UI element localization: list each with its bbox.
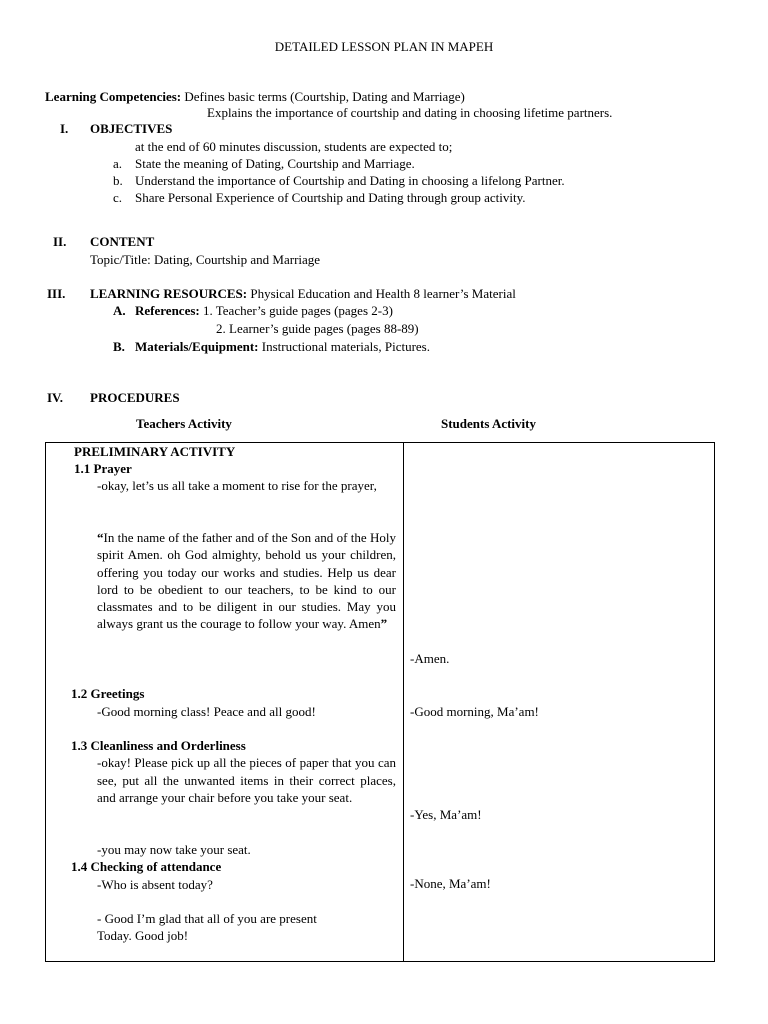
attendance-teacher3: Today. Good job!: [97, 928, 189, 943]
resources-line: [90, 285, 516, 302]
activity-table: [45, 442, 715, 962]
objective-text-c: Share Personal Experience of Courtship and Dating through group activity.: [135, 190, 526, 205]
references-letter: A.: [113, 303, 126, 318]
attendance-teacher: -Who is absent today?: [97, 877, 213, 892]
objective-text-a: State the meaning of Dating, Courtship and Marriage.: [135, 156, 415, 171]
prayer-intro: -okay, let’s us all take a moment to rise for the prayer,: [97, 478, 377, 493]
cleanliness-teacher2: -you may now take your seat.: [97, 842, 251, 857]
reference-2: 2. Learner’s guide pages (pages 88-89): [216, 321, 419, 336]
objective-text-b: Understand the importance of Courtship and Dating in choosing a lifelong Partner.: [135, 173, 565, 188]
prayer-quote-open: “: [97, 530, 104, 545]
materials-line: [135, 338, 430, 355]
content-topic: Topic/Title: Dating, Courtship and Marriage: [90, 252, 321, 267]
cleanliness-heading: 1.3 Cleanliness and Orderliness: [71, 738, 246, 753]
materials-text: Instructional materials, Pictures.: [258, 339, 430, 354]
objectives-heading: OBJECTIVES: [90, 121, 173, 136]
cleanliness-teacher: -okay! Please pick up all the pieces of paper that you can see, put all the unwanted items in their correct places, and arrange your chair before you take your seat.: [97, 755, 396, 805]
prayer-heading: 1.1 Prayer: [74, 461, 132, 476]
teachers-activity-header: Teachers Activity: [136, 416, 232, 431]
content-heading: CONTENT: [90, 234, 155, 249]
cleanliness-response: -Yes, Ma’am!: [410, 807, 482, 822]
prayer-quote-close: ”: [380, 616, 388, 632]
competencies-line1: [45, 88, 465, 105]
attendance-heading: 1.4 Checking of attendance: [71, 859, 222, 874]
objective-letter-b: b.: [113, 173, 123, 188]
materials-label: Materials/Equipment:: [135, 339, 259, 354]
references-line: [135, 302, 393, 319]
prayer-response: -Amen.: [410, 651, 450, 666]
content-numeral: II.: [53, 234, 67, 249]
competencies-label: Learning Competencies:: [45, 89, 182, 104]
objectives-numeral: I.: [60, 121, 69, 136]
greetings-heading: 1.2 Greetings: [71, 686, 145, 701]
objectives-intro: at the end of 60 minutes discussion, students are expected to;: [135, 139, 453, 154]
materials-letter: B.: [113, 339, 125, 354]
objective-letter-c: c.: [113, 190, 123, 205]
procedures-heading: PROCEDURES: [90, 390, 180, 405]
greetings-teacher: -Good morning class! Peace and all good!: [97, 704, 316, 719]
procedures-numeral: IV.: [47, 390, 64, 405]
prayer-text: [97, 529, 396, 633]
teachers-activity-cell: [46, 443, 403, 961]
preliminary-heading: PRELIMINARY ACTIVITY: [74, 444, 236, 459]
resources-heading: LEARNING RESOURCES:: [90, 286, 248, 301]
resources-material: Physical Education and Health 8 learner’s Material: [247, 286, 516, 301]
students-activity-cell: [404, 443, 714, 961]
reference-1: 1. Teacher’s guide pages (pages 2-3): [199, 303, 393, 318]
competencies-text2: Explains the importance of courtship and dating in choosing lifetime partners.: [207, 105, 613, 120]
attendance-teacher2: - Good I’m glad that all of you are present: [97, 911, 317, 926]
attendance-response: -None, Ma’am!: [410, 876, 491, 891]
students-activity-header: Students Activity: [441, 416, 536, 431]
document-title: DETAILED LESSON PLAN IN MAPEH: [274, 39, 494, 54]
resources-numeral: III.: [47, 286, 66, 301]
objective-letter-a: a.: [113, 156, 123, 171]
competencies-text1: Defines basic terms (Courtship, Dating and Marriage): [181, 89, 465, 104]
references-label: References:: [135, 303, 200, 318]
prayer-body: In the name of the father and of the Son and of the Holy spirit Amen. oh God almighty, behold us your children, offering you today our works and studies. Help us dear lord to be obedient to our teachers, to be kind to our classmates and to be diligent in our studies. May you always grant us the courage to follow your way. Amen: [97, 530, 396, 632]
greetings-response: -Good morning, Ma’am!: [410, 704, 539, 719]
